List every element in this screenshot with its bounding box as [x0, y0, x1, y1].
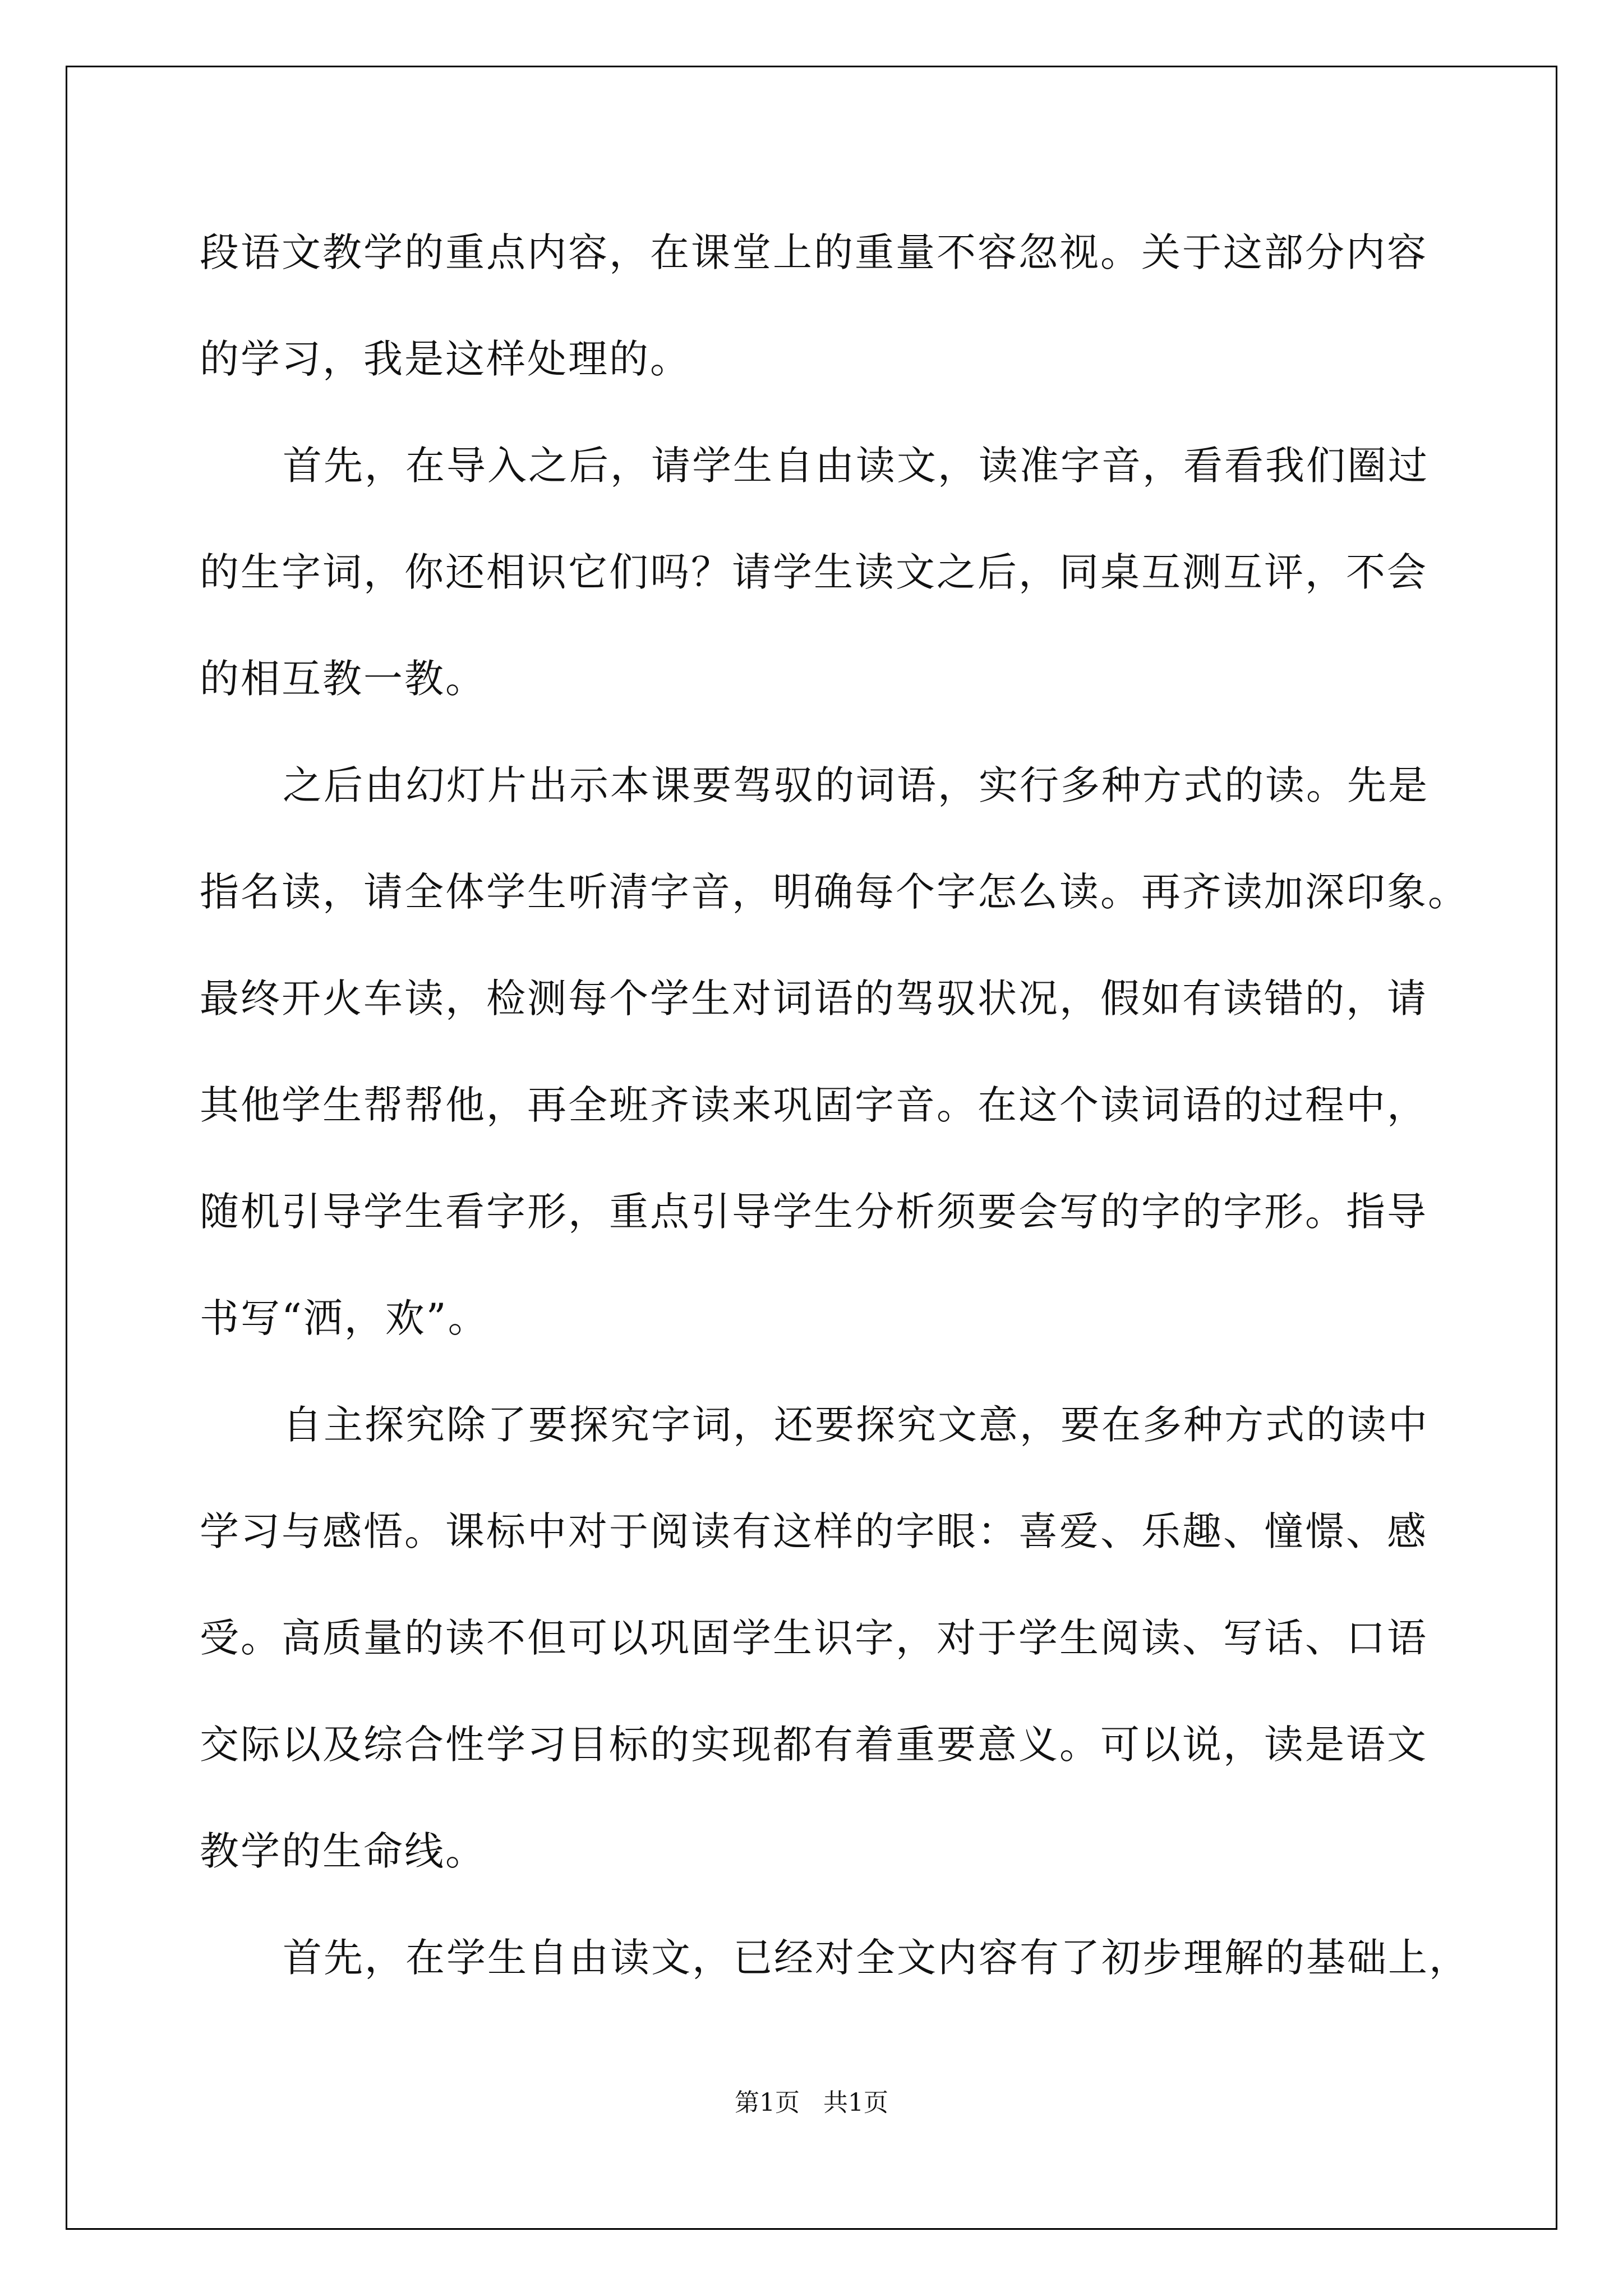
text-line: 教学的生命线。 [200, 1828, 486, 1874]
text-line: 随机引导学生看字形，重点引导学生分析须要会写的字的字形。指导 [200, 1189, 1428, 1235]
text-line: 最终开火车读，检测每个学生对词语的驾驭状况，假如有读错的，请 [200, 976, 1428, 1022]
text-line: 其他学生帮帮他，再全班齐读来巩固字音。在这个读词语的过程中， [200, 1082, 1428, 1128]
text-line: 的相互教一教。 [200, 656, 486, 702]
text-line: 的学习，我是这样处理的。 [200, 336, 691, 382]
text-line: 段语文教学的重点内容，在课堂上的重量不容忽视。关于这部分内容 [200, 229, 1428, 275]
text-line: 受。高质量的读不但可以巩固学生识字，对于学生阅读、写话、口语 [200, 1615, 1428, 1661]
text-line: 首先，在学生自由读文，已经对全文内容有了初步理解的基础上， [283, 1935, 1470, 1981]
text-line: 的生字词，你还相识它们吗？请学生读文之后，同桌互测互评，不会 [200, 549, 1428, 595]
text-line: 书写“洒，欢”。 [200, 1295, 489, 1341]
text-line: 指名读，请全体学生听清字音，明确每个字怎么读。再齐读加深印象。 [200, 869, 1469, 915]
page-footer: 第1页 共1页 [735, 2088, 888, 2117]
text-line: 交际以及综合性学习目标的实现都有着重要意义。可以说，读是语文 [200, 1722, 1428, 1768]
text-line: 之后由幻灯片出示本课要驾驭的词语，实行多种方式的读。先是 [283, 762, 1429, 808]
document-body [200, 199, 1470, 2011]
text-line: 首先，在导入之后，请学生自由读文，读准字音，看看我们圈过 [283, 443, 1429, 489]
text-line: 自主探究除了要探究字词，还要探究文意，要在多种方式的读中 [283, 1402, 1429, 1448]
text-line: 学习与感悟。课标中对于阅读有这样的字眼：喜爱、乐趣、憧憬、感 [200, 1508, 1428, 1554]
